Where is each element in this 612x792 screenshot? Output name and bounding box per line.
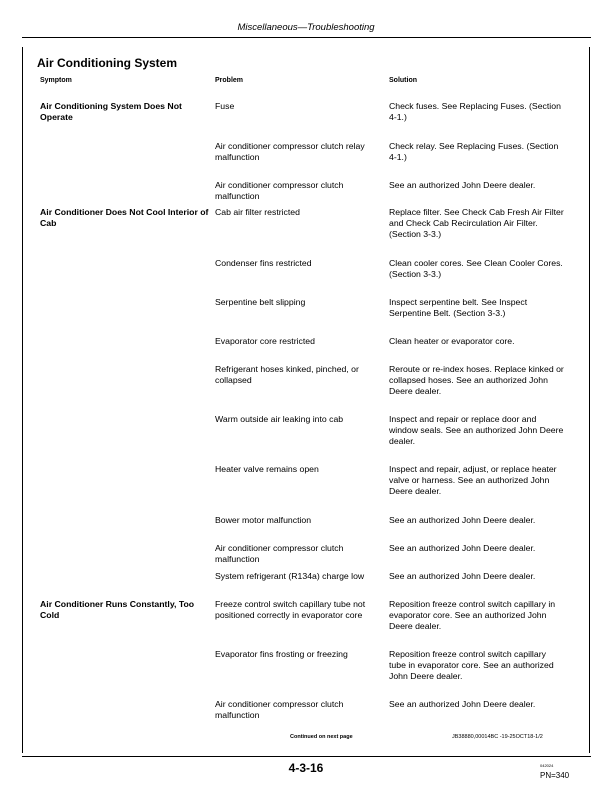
continued-note: Continued on next page <box>290 734 353 740</box>
solution-cell: Inspect and repair, adjust, or replace heater valve or harness. See an authorized John Deere dealer. <box>389 464 557 496</box>
column-header-solution: Solution <box>389 77 417 84</box>
solution-cell: Inspect serpentine belt. See Inspect Serpentine Belt. (Section 3-3.) <box>389 297 528 318</box>
problem-cell: Freeze control switch capillary tube not positioned correctly in evaporator core <box>215 599 366 620</box>
solution-cell: Reposition freeze control switch capillary in evaporator core. See an authorized John Deere dealer. <box>389 599 556 631</box>
solution-cell: See an authorized John Deere dealer. <box>389 543 536 553</box>
solution-cell: Check fuses. See Replacing Fuses. (Section 4-1.) <box>389 101 561 122</box>
document-code: JB38880,00014BC -19-25OCT18-1/2 <box>452 734 543 740</box>
solution-cell: Clean heater or evaporator core. <box>389 336 515 346</box>
problem-cell: Fuse <box>215 101 235 111</box>
solution-cell: See an authorized John Deere dealer. <box>389 515 536 525</box>
problem-cell: Evaporator fins frosting or freezing <box>215 649 348 659</box>
solution-cell: Check relay. See Replacing Fuses. (Section 4-1.) <box>389 141 559 162</box>
solution-cell: Replace filter. See Check Cab Fresh Air Filter and Check Cab Recirculation Air Filter. (Section 3-3.) <box>389 207 564 239</box>
pn-label: PN=340 <box>540 771 570 780</box>
problem-cell: System refrigerant (R134a) charge low <box>215 571 365 581</box>
footer-rule <box>22 756 591 757</box>
problem-cell: Serpentine belt slipping <box>215 297 306 307</box>
problem-cell: Condenser fins restricted <box>215 258 312 268</box>
problem-cell: Refrigerant hoses kinked, pinched, or collapsed <box>215 364 359 385</box>
problem-cell: Air conditioner compressor clutch malfunction <box>215 543 344 564</box>
problem-cell: Air conditioner compressor clutch malfunction <box>215 699 344 720</box>
page-header: Miscellaneous—Troubleshooting <box>237 22 375 33</box>
problem-cell: Evaporator core restricted <box>215 336 315 346</box>
problem-cell: Heater valve remains open <box>215 464 319 474</box>
section-title: Air Conditioning System <box>37 56 178 70</box>
solution-cell: See an authorized John Deere dealer. <box>389 571 536 581</box>
tiny-code: 042024 <box>540 763 554 768</box>
solution-cell: Reroute or re-index hoses. Replace kinked or collapsed hoses. See an authorized John Deere dealer. <box>389 364 564 396</box>
problem-cell: Warm outside air leaking into cab <box>215 414 344 424</box>
problem-cell: Air conditioner compressor clutch relay malfunction <box>215 141 365 162</box>
column-header-problem: Problem <box>215 77 244 84</box>
problem-cell: Bower motor malfunction <box>215 515 312 525</box>
symptom-cell: Air Conditioner Does Not Cool Interior of Cab <box>40 207 209 228</box>
header-rule <box>22 37 591 38</box>
problem-cell: Cab air filter restricted <box>215 207 300 217</box>
problem-cell: Air conditioner compressor clutch malfunction <box>215 180 344 201</box>
solution-cell: Clean cooler cores. See Clean Cooler Cores. (Section 3-3.) <box>389 258 563 279</box>
page-number: 4-3-16 <box>288 761 324 775</box>
column-header-symptom: Symptom <box>40 77 72 84</box>
solution-cell: See an authorized John Deere dealer. <box>389 180 536 190</box>
solution-cell: Inspect and repair or replace door and window seals. See an authorized John Deere dealer. <box>389 414 564 446</box>
symptom-cell: Air Conditioning System Does Not Operate <box>40 101 182 122</box>
solution-cell: Reposition freeze control switch capillary tube in evaporator core. See an authorized John Deere dealer. <box>389 649 554 681</box>
solution-cell: See an authorized John Deere dealer. <box>389 699 536 709</box>
symptom-cell: Air Conditioner Runs Constantly, Too Cold <box>40 599 195 620</box>
